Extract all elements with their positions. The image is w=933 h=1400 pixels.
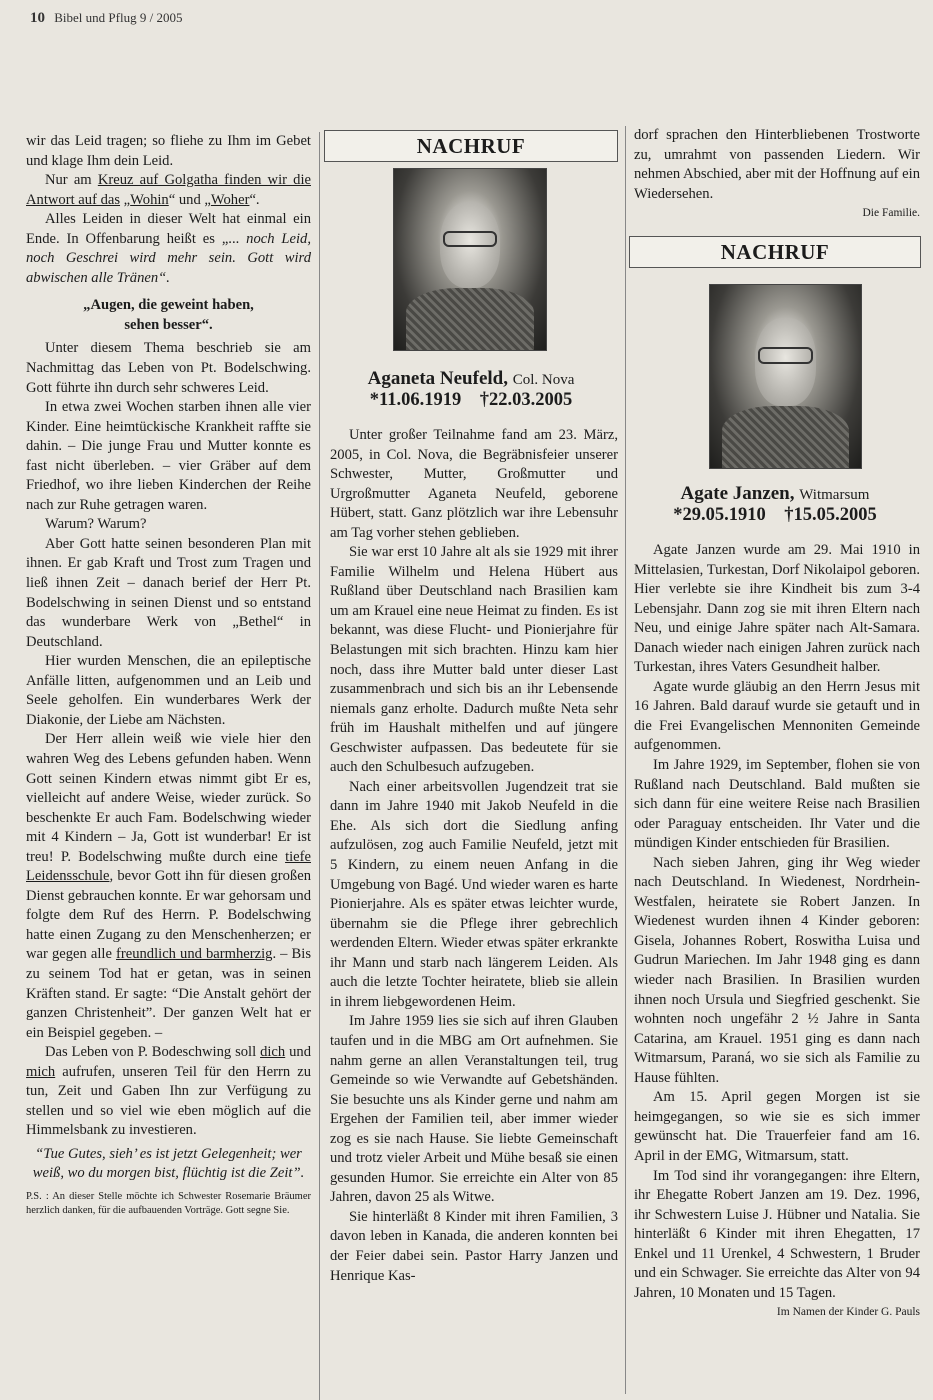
paragraph: Unter diesem Thema beschrieb sie am Nachmittag das Leben von Pt. Bodelschwing. Gott führte ihn durch sehr schweres Leid.: [26, 340, 311, 396]
paragraph: Nur am Kreuz auf Golgatha finden wir die Antwort auf das „Wohin“ und „Woher“.: [26, 172, 311, 208]
obituary-dates: *11.06.1919 †22.03.2005: [369, 390, 573, 410]
obituary-heading: NACHRUF: [629, 236, 921, 268]
paragraph: Im Jahre 1929, im September, flohen sie von Rußland nach Deutschland. Bald mußten sie sich dann für eine weitere Reise nach Brasilien oder Paraguay entscheiden. Ihr Vater und die mündigen Kinder entschieden für Brasilien.: [634, 757, 920, 852]
paragraph: Warum? Warum?: [44, 516, 147, 533]
paragraph: Unter großer Teilnahme fand am 23. März, 2005, in Col. Nova, die Begräbnisfeier unserer Schwester, Mutter, Großmutter und Urgroßmutter Aganeta Neufeld, geborene Hübert, statt. Ganz plötzlich war ihre Lebensuhr am Tag vorher stehen geblieben.: [330, 427, 618, 541]
obituary-name: Agate Janzen, Witmarsum: [680, 483, 870, 504]
paragraph: Am 15. April gegen Morgen ist sie heimgegangen, so wie sie es sich immer gewünscht hat. Die Trauerfeier fand am 16. April in der EMG, Witmarsum, statt.: [634, 1089, 920, 1164]
paragraph: Im Jahre 1959 lies sie sich auf ihren Glauben taufen und in die MBG am Ort aufnehmen. Sie nahm gerne an allen Veranstaltungen teil, trug Gemeinde so wie Verwandte auf Gebetshänden. Sie besuchte uns als Kinder gerne und nahm am Ergehen der Familien teil, aber immer wieder zog es sie nach Hause. Sie liebte Gemeinschaft und trotz vieler Arbeit und Mühe besaß sie einen gesunden Humor. Sie erreichte ein Alter von 85 Jahren, davon 25 als Witwe.: [330, 1013, 618, 1206]
paragraph: Agate Janzen wurde am 29. Mai 1910 in Mittelasien, Turkestan, Dorf Nikolaipol geboren. Hier verlebte sie ihre Kindheit bis zum 3-4 Lebensjahr. Dann zog sie mit ihren Eltern nach Neu, und einige Jahre später nach Alt-Samara. Danach wieder nach einigen Jahren zurück nach Turkestan, ihres Vaters Gesundheit halber.: [634, 542, 920, 676]
paragraph: Sie hinterläßt 8 Kinder mit ihren Familien, 3 davon leben in Kanada, die anderen konnten bei der Feier dabei sein. Pastor Harry Janzen und Henrique Kas-: [330, 1208, 618, 1284]
publication-name: Bibel und Pflug 9 / 2005: [54, 10, 183, 25]
paragraph: Das Leben von P. Bodeschwing soll dich und mich aufrufen, unseren Teil für den Herrn zu tun, Zeit und Gaben Ihn zur Verfügung zu stellen und so viel wie eben möglich auf die Himmelsbank zu investieren.: [26, 1044, 311, 1139]
paragraph: Nach einer arbeitsvollen Jugendzeit trat sie dann im Jahre 1940 mit Jakob Neufeld in die Ehe. Als sich dort die Siedlung anfing aufzulösen, zog auch Familie Neufeld, jetzt mit 5 Kindern, zu einem neuen Anfang in die Umgebung von Bagé. Und wieder waren es harte Pionierjahre. Als es später etwas leichter wurde, übernahm sie die Pflege ihrer gebrechlich werdenden Eltern. Wieder etwas später erkrankte ihr Mann und starb nach längerem Leiden. Als auch die letzte Tochter heiratete, blieb sie allein in ihrem liebgewordenen Heim.: [330, 778, 618, 1010]
obituary-heading: NACHRUF: [324, 130, 618, 162]
signature: Die Familie.: [862, 207, 920, 220]
paragraph: Im Tod sind ihr vorangegangen: ihre Eltern, ihr Ehegatte Robert Janzen am 19. Dez. 1996, ihr Schwestern Luise J. Hübner und Natalia. Sie hinterläßt 6 Kinder mit ihren Ehegatten, 17 Enkel und 11 Urenkel, 4 Schwestern, 1 Bruder und ein Schwager. Sie erreichte das Alter von 94 Jahren, 10 Monaten und 15 Tagen.: [634, 1167, 920, 1301]
page-header: [30, 10, 182, 27]
article-column-2: [330, 426, 618, 1286]
paragraph: Alles Leiden in dieser Welt hat einmal ein Ende. In Offenbarung heißt es „... noch Leid, noch Geschrei wird mehr sein. Gott wird abwischen alle Tränen“.: [26, 211, 311, 286]
article-column-3: [634, 126, 920, 224]
paragraph: Hier wurden Menschen, die an epileptische Anfälle litten, aufgenommen und an Leib und Seele geholfen. Ein wunderbares Werk der Diakonie, der Liebe am Nächsten.: [26, 653, 311, 728]
postscript: P.S. : An dieser Stelle möchte ich Schwester Rosemarie Bräumer herzlich danken, für die aufbauenden Vorträge. Gott segne Sie.: [26, 1190, 311, 1216]
article-column-3-body: [634, 541, 920, 1323]
paragraph: Nach sieben Jahren, ging ihr Weg wieder nach Deutschland. In Wiedenest, Nordrhein-Westfalen, heiratete sie Robert Janzen. In Wiedenest wurden ihnen 4 Kinder geboren: Gisela, Johannes Robert, Roswitha Luisa und Gudrun Mariechen. Im Jahr 1948 ging es dann wieder nach Brasilien. In Brasilien wurden ihnen noch Ursula und Siegfried geschenkt. Sie wohnten noch ungefähr 2 ½ Jahre in Santa Catarina, am Krauel. 1951 ging es dann nach Witmarsum, Paraná, wo sie sich als Familie zu Hause fühlten.: [634, 854, 920, 1086]
page-number: 10: [30, 10, 45, 26]
obituary-dates: *29.05.1910 †15.05.2005: [673, 505, 877, 525]
quote: “Tue Gutes, sieh’ es ist jetzt Gelegenheit; wer weiß, wo du morgen bist, flüchtig ist die Zeit”.: [32, 1145, 305, 1182]
column-divider: [625, 126, 626, 1394]
paragraph: Aber Gott hatte seinen besonderen Plan mit ihnen. Er gab Kraft und Trost zum Tragen und ließ ihnen Zeit – danach berief der Herr Pt. Bodelschwing in seinen Dienst und so entstand das wunderbare Werk von „Bethel“ in Deutschland.: [26, 535, 311, 650]
article-column-1: [26, 132, 311, 1218]
signature: Im Namen der Kinder G. Pauls: [776, 1306, 920, 1319]
obituary-name: Aganeta Neufeld, Col. Nova: [367, 368, 575, 389]
paragraph: Agate wurde gläubig an den Herrn Jesus mit 16 Jahren. Bald darauf wurde sie getauft und in die Frei Evangelischen Mennoniten Gemeinde aufgenommen.: [634, 678, 920, 754]
paragraph: In etwa zwei Wochen starben ihnen alle vier Kinder. Eine heimtückische Krankheit raffte sie dahin. – Die junge Frau und Mutter konnte es fast nicht überleben. – vier Gräber auf dem Friedhof, wo ihre lieben Kinderchen der Reihe nach zur Ruhe getragen waren.: [26, 399, 311, 513]
paragraph: Der Herr allein weiß wie viele hier den wahren Weg des Lebens gefunden haben. Wenn Gott seinen Kindern etwas nimmt gibt Er es, vielleicht auf andere Weise, wieder zurück. So beschenkte Er auch Fam. Bodelschwing wieder mit 4 Kindern – Ja, Gott ist wunderbar! Er ist treu! P. Bodelschwing mußte durch eine tiefe Leidensschule, bevor Gott ihn für diesen großen Dienst gebrauchen konnte. Er war gehorsam und folgte dem Ruf des Herrn. P. Bodelschwing hatte einen Zugang zu den Menschenherzen; er war gegen alle freundlich und barmherzig. – Bis zu seinem Tod hat er getan, was in seinen Kräften stand. Er sagte: “Die Anstalt gehört der ganzen Christenheit”. Der ganzen Welt hat er ein Beispiel gegeben. –: [26, 731, 312, 1041]
portrait-photo: [393, 168, 547, 351]
section-title: „Augen, die geweint haben, sehen besser“.: [83, 297, 254, 333]
paragraph: Sie war erst 10 Jahre alt als sie 1929 mit ihrer Familie Wilhelm und Helena Hübert aus Rußland über Deutschland nach Brasilien kam um am Krauel eine neue Heimat zu finden. Es ist bekannt, was diese Flucht- und Pionierjahre für Belastungen mit sich brachten. Hinzu kam hier noch, dass ihre Mutter bald unter dieser Last zusammenbrach und sich bis an ihr Lebensende niemals ganz erholte. Dadurch mußte Neta sehr früh im Haushalt mithelfen und auf jüngere Geschwister aufpassen. Das bedeutete für sie auch den Schulbesuch aufzugeben.: [330, 544, 618, 776]
paragraph: dorf sprachen den Hinterbliebenen Trostworte zu, umrahmt von passenden Liedern. Wir nehmen Abschied, aber mit der Hoffnung auf ein Wiedersehen.: [634, 127, 920, 202]
column-divider: [319, 132, 320, 1400]
portrait-photo: [709, 284, 862, 469]
paragraph: wir das Leid tragen; so fliehe zu Ihm im Gebet und klage Ihm dein Leid.: [26, 133, 311, 169]
